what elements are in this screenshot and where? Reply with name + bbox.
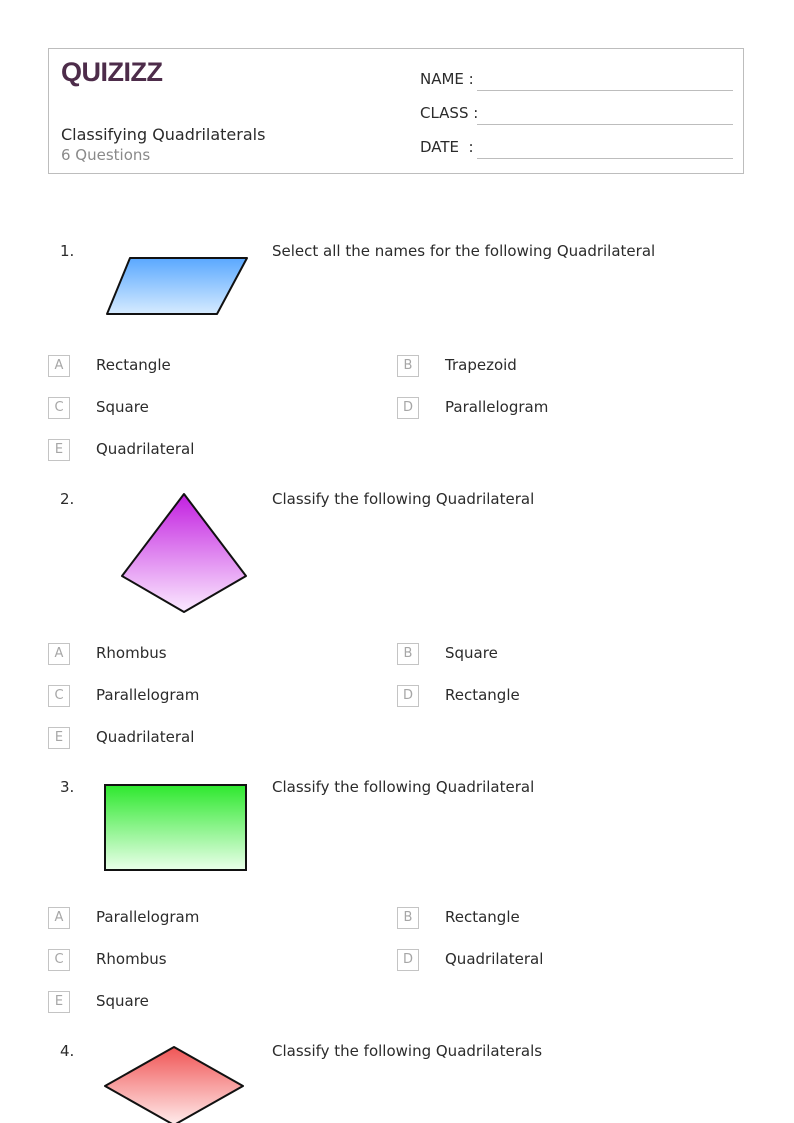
class-field[interactable] [420,101,733,125]
question-number: 3. [60,778,75,796]
class-line[interactable] [477,124,733,125]
option-text: Rectangle [445,908,520,926]
question-number: 1. [60,242,75,260]
option-letter-box[interactable]: B [397,355,419,377]
date-label: DATE : [420,138,474,156]
question-text: Classify the following Quadrilateral [272,490,535,508]
option-text: Rectangle [96,356,171,374]
class-label: CLASS : [420,104,479,122]
worksheet-title: Classifying Quadrilaterals [61,125,266,144]
option-letter-box[interactable]: A [48,355,70,377]
option-letter-box[interactable]: A [48,907,70,929]
rhombus-figure [100,1043,248,1123]
name-field[interactable] [420,67,733,91]
option-text: Parallelogram [445,398,549,416]
option-text: Quadrilateral [445,950,544,968]
question-number: 4. [60,1042,75,1060]
option-letter-box[interactable]: D [397,949,419,971]
option-text: Parallelogram [96,686,200,704]
option-letter-box[interactable]: B [397,643,419,665]
question-count: 6 Questions [61,146,151,164]
parallelogram-figure [100,252,254,322]
quizizz-logo: QUIZIZZ [61,57,163,87]
option-letter-box[interactable]: B [397,907,419,929]
option-letter-box[interactable]: D [397,397,419,419]
option-letter-box[interactable]: E [48,727,70,749]
option-letter-box[interactable]: C [48,949,70,971]
option-text: Square [445,644,498,662]
option-letter-box[interactable]: A [48,643,70,665]
date-field[interactable] [420,135,733,159]
question-text: Select all the names for the following Quadrilateral [272,242,656,260]
option-letter-box[interactable]: E [48,991,70,1013]
option-text: Rectangle [445,686,520,704]
option-letter-box[interactable]: D [397,685,419,707]
kite-figure [117,490,251,618]
option-text: Parallelogram [96,908,200,926]
option-text: Quadrilateral [96,728,195,746]
option-text: Square [96,398,149,416]
option-letter-box[interactable]: C [48,397,70,419]
question-number: 2. [60,490,75,508]
worksheet-header [48,48,744,174]
option-text: Quadrilateral [96,440,195,458]
option-letter-box[interactable]: C [48,685,70,707]
option-text: Trapezoid [445,356,517,374]
option-letter-box[interactable]: E [48,439,70,461]
rectangle-figure [100,780,252,875]
question-text: Classify the following Quadrilaterals [272,1042,543,1060]
date-line[interactable] [477,158,733,159]
question-text: Classify the following Quadrilateral [272,778,535,796]
option-text: Rhombus [96,644,167,662]
name-line[interactable] [477,90,733,91]
option-text: Square [96,992,149,1010]
option-text: Rhombus [96,950,167,968]
name-label: NAME : [420,70,474,88]
